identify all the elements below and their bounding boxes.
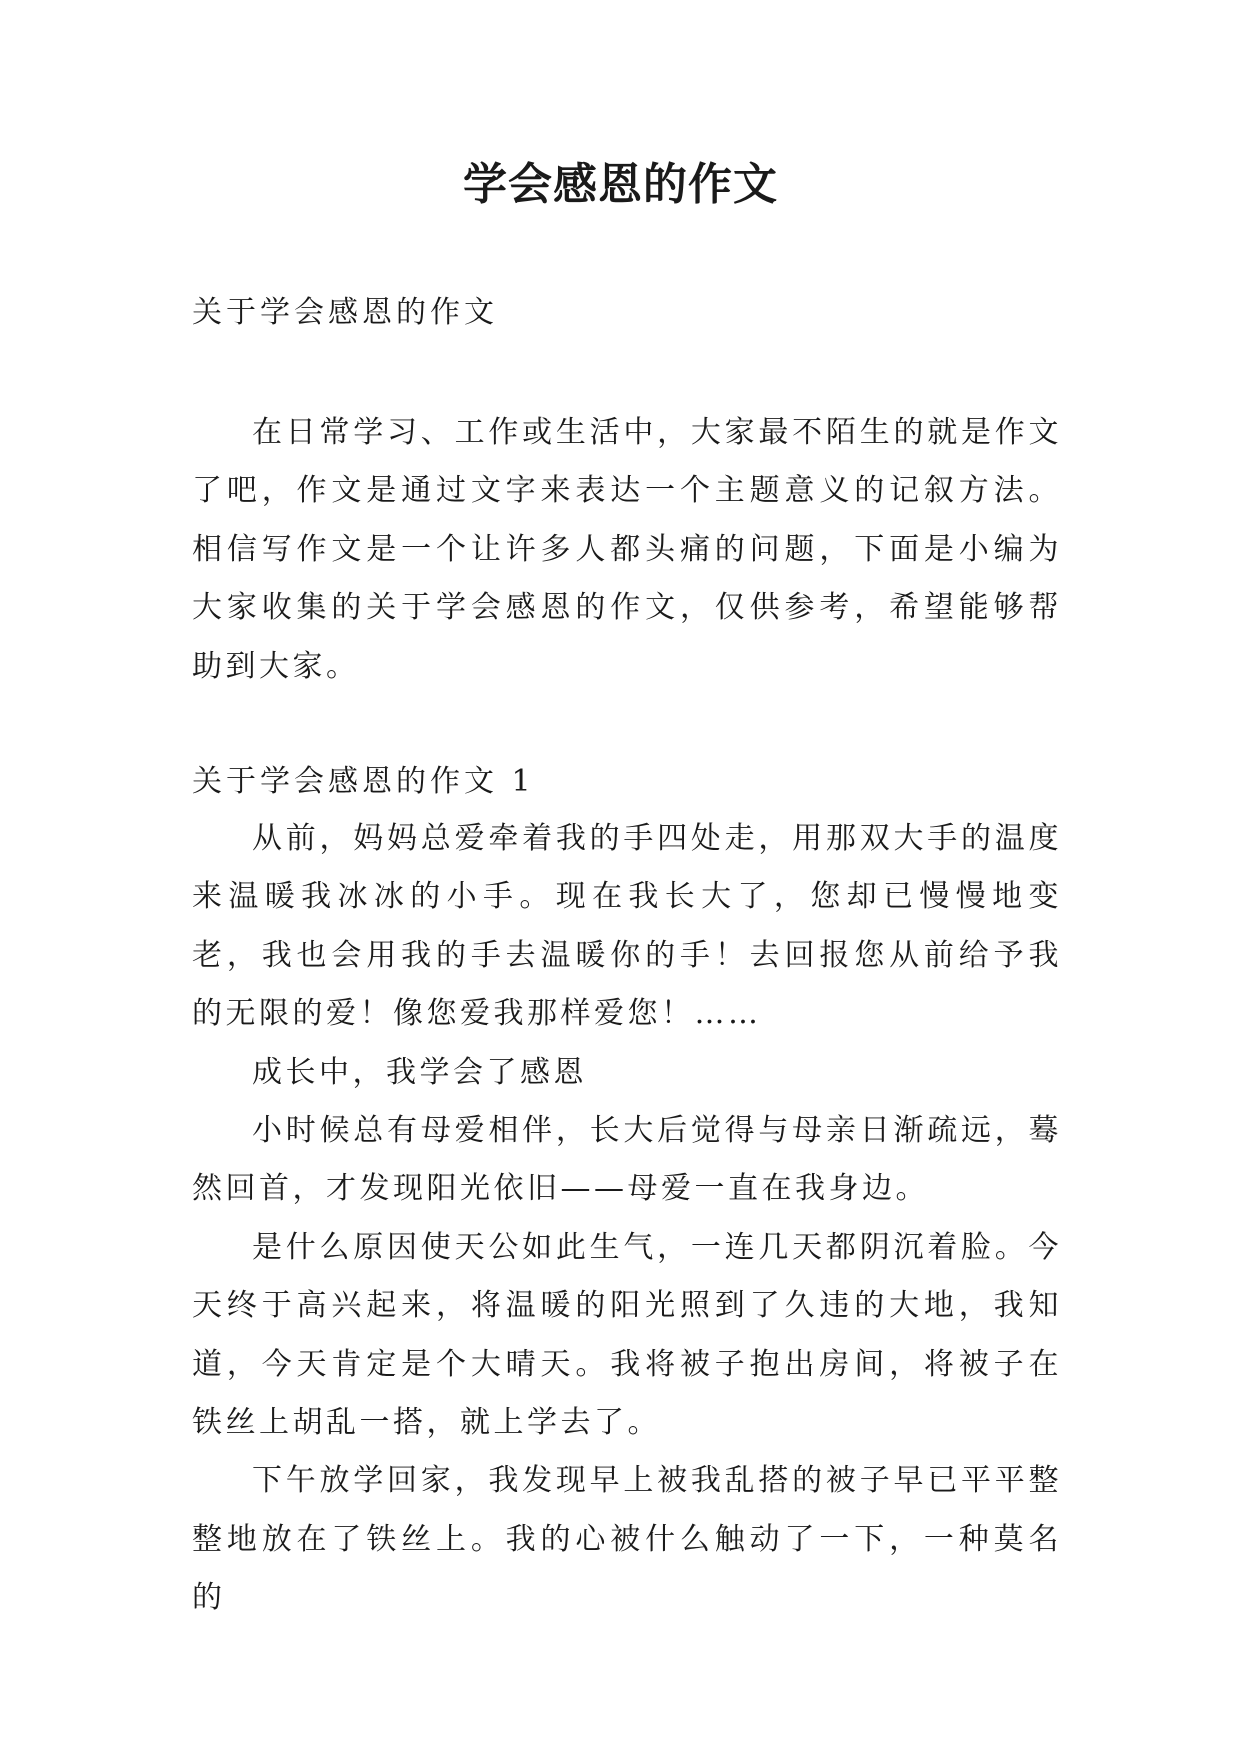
essay-body: [192, 810, 1062, 1628]
intro-paragraph: 在日常学习、工作或生活中，大家最不陌生的就是作文了吧，作文是通过文字来表达一个主题意义的记叙方法。相信写作文是一个让许多人都头痛的问题，下面是小编为大家收集的关于学会感恩的作文，仅供参考，希望能够帮助到大家。: [192, 415, 1062, 684]
document-title: 学会感恩的作文: [463, 159, 778, 210]
section-heading: 关于学会感恩的作文 1: [192, 764, 535, 799]
document-subtitle: 关于学会感恩的作文: [192, 295, 498, 330]
essay-paragraph: 从前，妈妈总爱牵着我的手四处走，用那双大手的温度来温暖我冰冰的小手。现在我长大了，您却已慢慢地变老，我也会用我的手去温暖你的手！去回报您从前给予我的无限的爱！像您爱我那样爱您！……: [192, 821, 1062, 1032]
essay-paragraph: 小时候总有母爱相伴，长大后觉得与母亲日渐疏远，蓦然回首，才发现阳光依旧——母爱一直在我身边。: [192, 1113, 1062, 1207]
essay-paragraph: 下午放学回家，我发现早上被我乱搭的被子早已平平整整地放在了铁丝上。我的心被什么触动了一下，一种莫名的: [192, 1463, 1062, 1616]
essay-paragraph: 成长中，我学会了感恩: [252, 1054, 587, 1090]
intro-section: [192, 404, 1062, 696]
essay-paragraph: 是什么原因使天公如此生气，一连几天都阴沉着脸。今天终于高兴起来，将温暖的阳光照到了久违的大地，我知道，今天肯定是个大晴天。我将被子抱出房间，将被子在铁丝上胡乱一搭，就上学去了。: [192, 1229, 1062, 1441]
